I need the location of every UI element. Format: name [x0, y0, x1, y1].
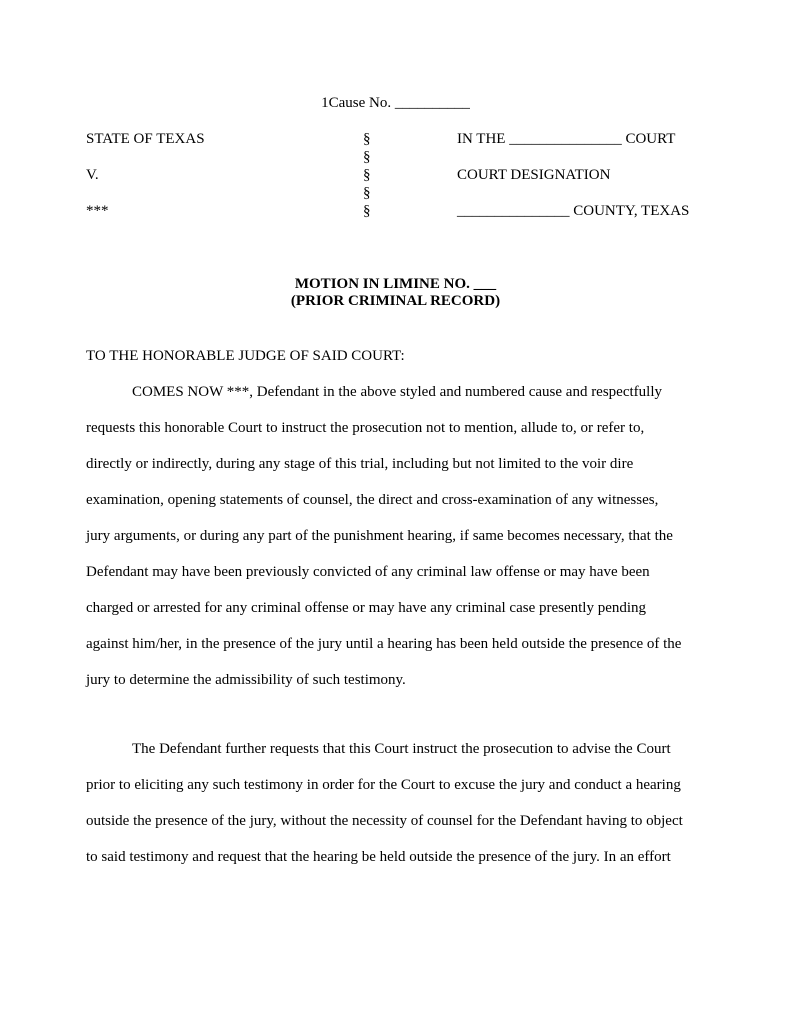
section-symbol: § — [363, 149, 371, 165]
section-symbol: § — [363, 131, 371, 147]
section-symbol: § — [363, 203, 371, 219]
caption-county: _______________ COUNTY, TEXAS — [457, 203, 690, 219]
paragraph-line: COMES NOW ***, Defendant in the above styled and numbered cause and respectfully — [132, 384, 662, 400]
paragraph-line: Defendant may have been previously convicted of any criminal law offense or may have been — [86, 564, 650, 580]
caption-defendant: *** — [86, 203, 109, 219]
caption-court: IN THE _______________ COURT — [457, 131, 676, 147]
paragraph-line: against him/her, in the presence of the jury until a hearing has been held outside the presence of the — [86, 636, 682, 652]
paragraph-line: outside the presence of the jury, without the necessity of counsel for the Defendant having to object — [86, 813, 683, 829]
paragraph-line: requests this honorable Court to instruct the prosecution not to mention, allude to, or refer to, — [86, 420, 645, 436]
paragraph-line: The Defendant further requests that this Court instruct the prosecution to advise the Court — [132, 741, 671, 757]
paragraph-line: prior to eliciting any such testimony in order for the Court to excuse the jury and conduct a hearing — [86, 777, 681, 793]
caption-versus: V. — [86, 167, 99, 183]
paragraph-line: to said testimony and request that the hearing be held outside the presence of the jury. In an effort — [86, 849, 671, 865]
salutation: TO THE HONORABLE JUDGE OF SAID COURT: — [86, 348, 405, 364]
section-symbol: § — [363, 185, 371, 201]
motion-title: MOTION IN LIMINE NO. ___ — [294, 276, 497, 292]
section-symbol: § — [363, 167, 371, 183]
paragraph-line: directly or indirectly, during any stage of this trial, including but not limited to the voir dire — [86, 456, 634, 472]
paragraph-line: examination, opening statements of counsel, the direct and cross-examination of any witnesses, — [86, 492, 659, 508]
cause-number: 1Cause No. __________ — [321, 95, 470, 111]
caption-court-designation: COURT DESIGNATION — [457, 167, 611, 183]
caption-state: STATE OF TEXAS — [86, 131, 205, 147]
motion-subtitle: (PRIOR CRIMINAL RECORD) — [290, 293, 501, 309]
paragraph-line: jury to determine the admissibility of such testimony. — [86, 672, 406, 688]
paragraph-line: charged or arrested for any criminal offense or may have any criminal case presently pending — [86, 600, 647, 616]
paragraph-line: jury arguments, or during any part of the punishment hearing, if same becomes necessary, that the — [86, 528, 673, 544]
